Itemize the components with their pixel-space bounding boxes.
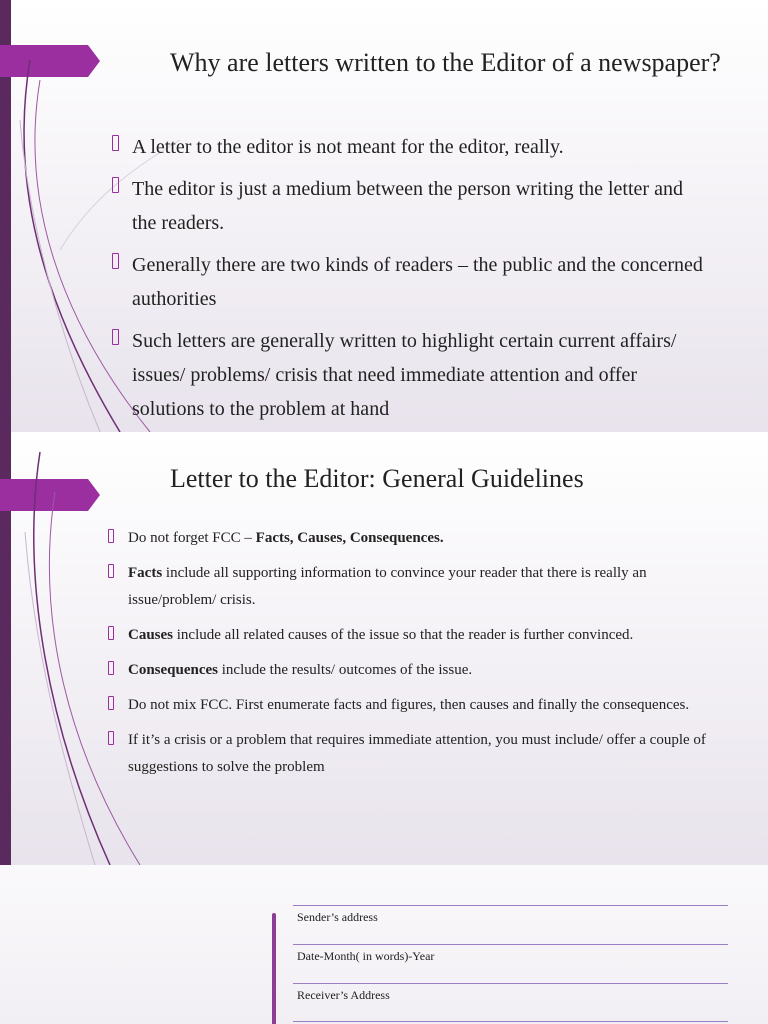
bullet-icon	[108, 661, 114, 675]
slide-general-guidelines	[0, 432, 768, 865]
slide-letter-format	[0, 865, 768, 1024]
bullet-icon	[108, 529, 114, 543]
list-item: Do not forget FCC – Facts, Causes, Consequences.	[128, 525, 718, 552]
slide-title: Letter to the Editor: General Guidelines	[170, 464, 584, 493]
list-item: Generally there are two kinds of readers – the public and the concerned authorities	[132, 248, 712, 316]
date-label: Date-Month( in words)-Year	[297, 949, 435, 963]
list-item: Facts include all supporting information to convince your reader that there is really an issue/problem/ crisis.	[128, 560, 718, 614]
list-item: A letter to the editor is not meant for the editor, really.	[132, 130, 712, 164]
bullet-icon	[108, 696, 114, 710]
bullet-list	[132, 130, 712, 432]
bullet-icon	[112, 253, 119, 269]
format-rule	[293, 944, 728, 945]
list-item: Such letters are generally written to highlight certain current affairs/ issues/ problems/ crisis that need immediate attention and offer solutions to the problem at hand	[132, 324, 712, 426]
bullet-icon	[108, 626, 114, 640]
slide-title: Why are letters written to the Editor of a newspaper?	[170, 48, 721, 77]
bullet-icon	[112, 329, 119, 345]
senders-address-label: Sender’s address	[297, 910, 378, 924]
format-rule	[293, 905, 728, 906]
slide-arrow-tab	[0, 479, 100, 511]
list-item: If it’s a crisis or a problem that requires immediate attention, you must include/ offer a couple of suggestions to solve the problem	[128, 727, 718, 781]
list-item: The editor is just a medium between the person writing the letter and the readers.	[132, 172, 712, 240]
bullet-icon	[112, 135, 119, 151]
slide-arrow-tab	[0, 45, 100, 77]
format-accent-bar	[272, 913, 276, 1024]
list-item: Do not mix FCC. First enumerate facts and figures, then causes and finally the consequences.	[128, 692, 718, 719]
format-rule	[293, 983, 728, 984]
bullet-list	[128, 525, 718, 789]
list-item: Causes include all related causes of the issue so that the reader is further convinced.	[128, 622, 718, 649]
bullet-icon	[108, 564, 114, 578]
bullet-icon	[112, 177, 119, 193]
bullet-icon	[108, 731, 114, 745]
receivers-address-label: Receiver’s Address	[297, 988, 390, 1002]
slide-why-letters	[0, 0, 768, 432]
list-item: Consequences include the results/ outcomes of the issue.	[128, 657, 718, 684]
format-rule	[293, 1021, 728, 1022]
